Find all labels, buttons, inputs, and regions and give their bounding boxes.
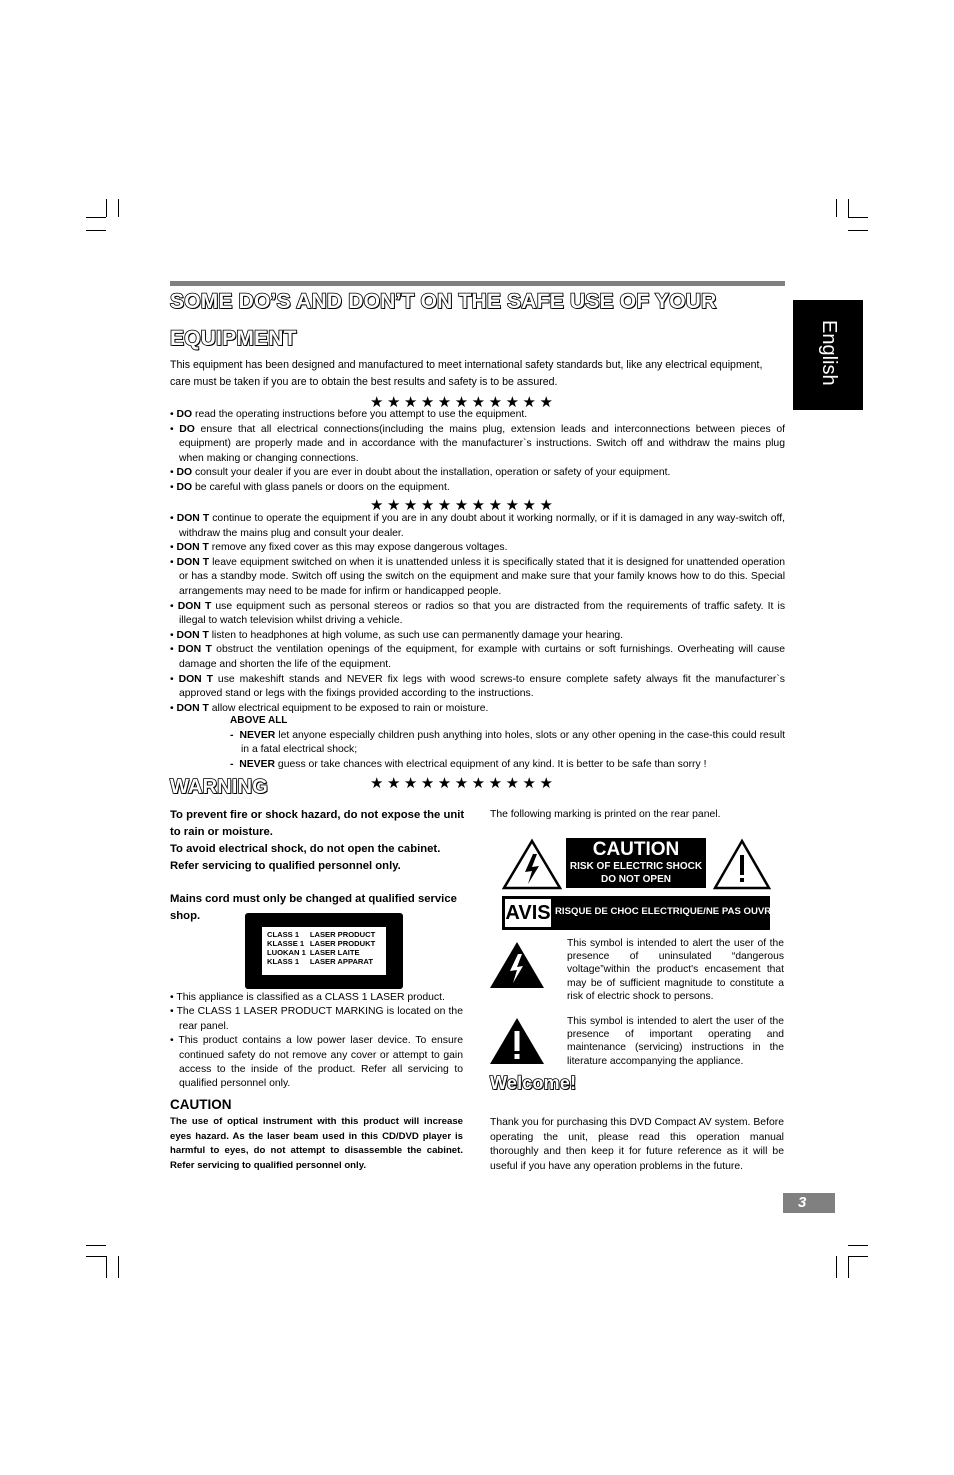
list-item: • DON T leave equipment switched on when it is unattended unless it is specifically stated that it is designed for unattended operation or has a standby mode. Switch off using the switch on the equipment and make sure that your family knows how to do this. Special arrangements may need to be made for infirm or handicapped people. [170, 556, 786, 597]
list-item: • DO read the operating instructions before you attempt to use the equipment. [170, 409, 528, 420]
list-item: • This appliance is classified as a CLASS 1 LASER product. [170, 992, 445, 1003]
lightning-warning-icon [502, 838, 562, 890]
laser-bullets [170, 991, 463, 1092]
dont-list [170, 512, 785, 716]
exclamation-warning-icon [713, 838, 771, 890]
list-item: • DO be careful with glass panels or doors on the equipment. [170, 481, 450, 493]
page-number: 3 [798, 1194, 807, 1211]
intro-paragraph: This equipment has been designed and manufactured to meet international safety standards but, like any electrical equipment, care must be taken if you are to obtain the best results and safety is to be assured. [170, 359, 763, 388]
page-number-box [783, 1193, 835, 1213]
exclamation-symbol-description: This symbol is intended to alert the user of the presence of important operating and maintenance (servicing) instructions in the literature accompanying the appliance. [567, 1016, 784, 1067]
list-item: • DON T use makeshift stands and NEVER fix legs with wood screws-to ensure complete safety always fit the manufacturer`s approved stand or legs with the fixings provided according to the instructions. [170, 673, 786, 700]
welcome-text: Thank you for purchasing this DVD Compact AV system. Before operating the unit, please read this operation manual thoroughly and then keep it for future reference as it will be useful if you have any operation problems in the future. [490, 1117, 784, 1172]
caution-rear-label: CAUTION RISK OF ELECTRIC SHOCK DO NOT OPEN [566, 838, 706, 888]
list-item: - NEVER guess or take chances with electrical equipment of any kind. It is better to be safe than sorry ! [230, 758, 707, 770]
laser-product-label: CLASS 1 LASER PRODUCT KLASSE 1 LASER PRODUKT LUOKAN 1 LASER LAITE KLASS 1 LASER APPARAT [245, 913, 403, 989]
lightning-symbol-description: This symbol is intended to alert the user of the presence of uninsulated “dangerous voltage”within the product's encasement that may be of sufficient magnitude to constitute a risk of electric shock to persons. [567, 938, 784, 1002]
above-all-section [230, 714, 785, 772]
star-divider-3: ★★★★★★★★★★★ [370, 775, 557, 792]
header-rule [170, 281, 785, 286]
list-item: • DON T continue to operate the equipment if you are in any doubt about it working normally, or if it is damaged in any way-switch off, withdraw the mains plug and consult your dealer. [170, 513, 785, 539]
list-item: • This product contains a low power laser device. To ensure continued safety do not remove any cover or attempt to gain access to the inside of the product. Refer all servicing to qualified personnel only. [170, 1035, 463, 1090]
star-divider-1: ★★★★★★★★★★★ [370, 394, 557, 411]
list-item: • The CLASS 1 LASER PRODUCT MARKING is located on the rear panel. [170, 1006, 463, 1032]
language-tab-label: English [818, 320, 840, 386]
star-divider-2: ★★★★★★★★★★★ [370, 497, 557, 514]
caution-heading: CAUTION [170, 1097, 232, 1112]
language-tab [793, 300, 863, 410]
caution-text: The use of optical instrument with this product will increase eyes hazard. As the laser beam used in this CD/DVD player is harmful to eyes, do not attempt to disassemble the cabinet. Refer servicing to qualified personnel only. [170, 1116, 463, 1171]
exclamation-symbol-icon [489, 1016, 545, 1066]
list-item: • DON T allow electrical equipment to be exposed to rain or moisture. [170, 702, 489, 714]
page-title-line2: EQUIPMENT [170, 327, 297, 350]
warning-heading: WARNING [170, 776, 269, 798]
warning-paragraph-1: To prevent fire or shock hazard, do not expose the unit to rain or moisture. To avoid electrical shock, do not open the cabinet. Refer servicing to qualified personnel only. [170, 809, 465, 872]
list-item: • DON T remove any fixed cover as this may expose dangerous voltages. [170, 542, 508, 554]
page-title-line1: SOME DO’S AND DON’T ON THE SAFE USE OF YOUR [170, 290, 717, 313]
list-item: • DO consult your dealer if you are ever in doubt about the installation, operation or safety of your equipment. [170, 467, 671, 479]
above-all-heading: ABOVE ALL [230, 715, 288, 726]
welcome-heading: Welcome! [490, 1073, 577, 1093]
list-item: • DON T obstruct the ventilation openings of the equipment, for example with curtains or soft furnishings. Overheating will cause damage and shorten the life of the equipment. [170, 644, 785, 670]
rear-panel-intro: The following marking is printed on the rear panel. [490, 809, 721, 820]
list-item: • DON T use equipment such as personal stereos or radios so that you are distracted from the requirements of traffic safety. It is illegal to watch television whilst driving a vehicle. [170, 600, 786, 627]
do-list [170, 408, 785, 496]
list-item: - NEVER let anyone especially children push anything into holes, slots or any other opening in the case-this could result in a fatal electrical shock; [230, 729, 786, 756]
list-item: • DO ensure that all electrical connections(including the mains plug, extension leads and interconnections between pieces of equipment) are properly made and in accordance with the manufacturer`s instructions. Switch off and withdraw the mains plug when making or changing connections. [170, 423, 786, 464]
lightning-symbol-icon [489, 940, 545, 990]
warning-paragraph-2: Mains cord must only be changed at qualified service shop. [170, 893, 457, 922]
list-item: • DON T listen to headphones at high volume, as such use can permanently damage your hearing. [170, 629, 624, 641]
avis-rear-label: AVIS RISQUE DE CHOC ELECTRIQUE/NE PAS OUVRIR [502, 896, 770, 930]
